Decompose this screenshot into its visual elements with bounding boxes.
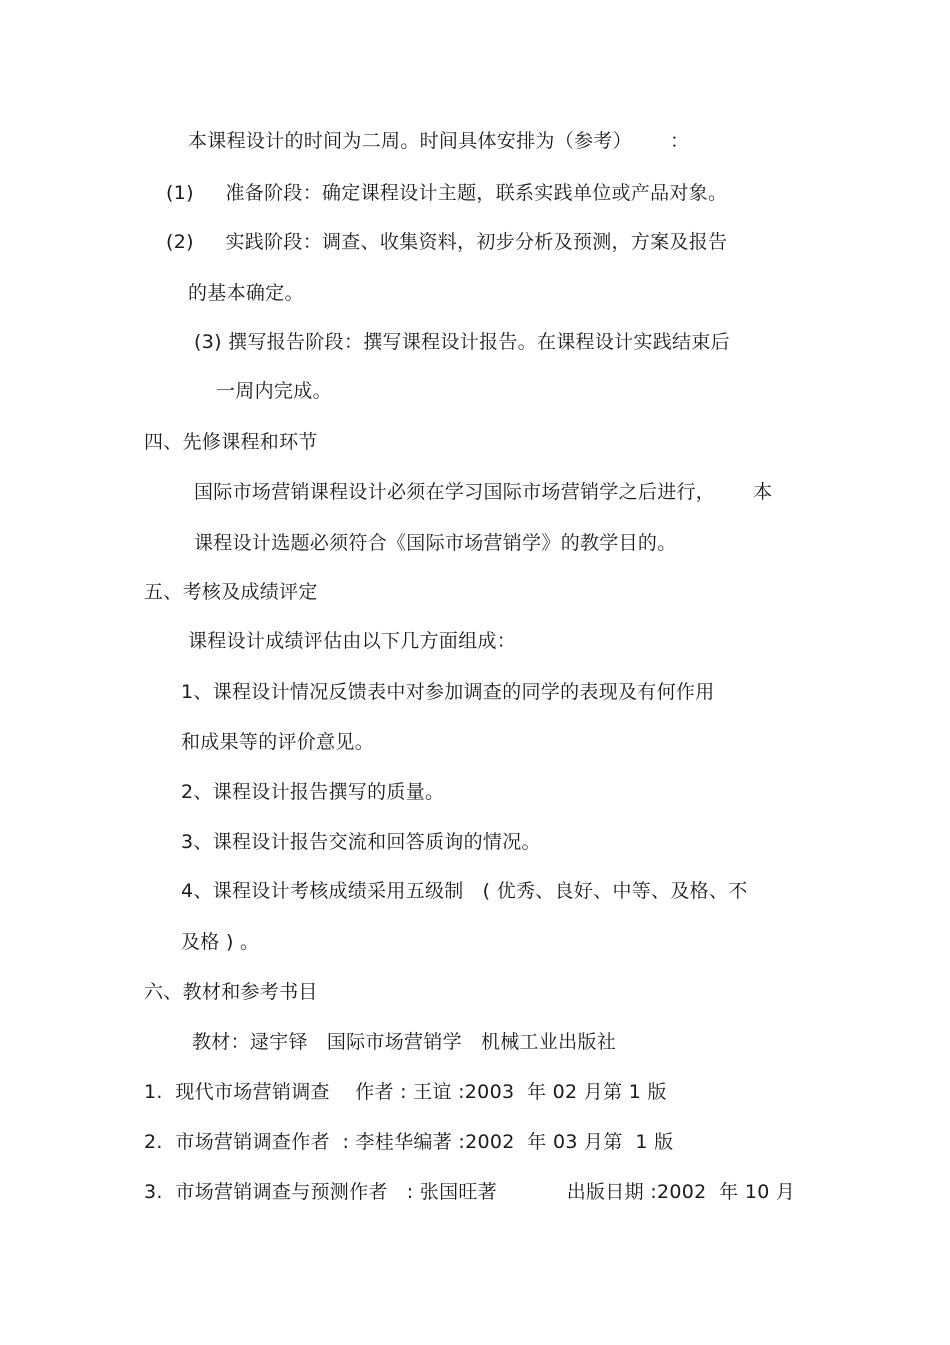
- textbook-entry: 教材：逯宇铎 国际市场营销学 机械工业出版社: [192, 1031, 617, 1053]
- schedule-item-2: (2) 实践阶段：调查、收集资料，初步分析及预测，方案及报告: [166, 231, 728, 253]
- reference-3: 3. 市场营销调查与预测作者 : 张国旺著 出版日期 :2002 年 10 月: [144, 1181, 796, 1203]
- section-heading-assessment: 五、考核及成绩评定: [144, 581, 318, 603]
- assessment-item-4: 4、课程设计考核成绩采用五级制 ( 优秀、良好、中等、及格、不: [181, 880, 748, 902]
- schedule-item-2-cont: 的基本确定。: [188, 282, 304, 304]
- schedule-item-3: (3) 撰写报告阶段：撰写课程设计报告。在课程设计实践结束后: [194, 331, 730, 353]
- prerequisites-text-cont: 课程设计选题必须符合《国际市场营销学》的教学目的。: [194, 532, 677, 554]
- assessment-intro: 课程设计成绩评估由以下几方面组成：: [188, 630, 517, 652]
- assessment-item-1: 1、课程设计情况反馈表中对参加调查的同学的表现及有何作用: [181, 681, 715, 703]
- section-heading-prerequisites: 四、先修课程和环节: [144, 431, 318, 453]
- reference-1: 1. 现代市场营销调查 作者 : 王谊 :2003 年 02 月第 1 版: [144, 1081, 667, 1103]
- assessment-item-2: 2、课程设计报告撰写的质量。: [181, 781, 445, 803]
- schedule-intro: 本课程设计的时间为二周。时间具体安排为（参考） ：: [188, 130, 690, 152]
- schedule-item-1: (1) 准备阶段：确定课程设计主题，联系实践单位或产品对象。: [166, 182, 728, 204]
- schedule-item-3-cont: 一周内完成。: [216, 380, 332, 402]
- reference-2: 2. 市场营销调查作者 : 李桂华编著 :2002 年 03 月第 1 版: [144, 1131, 674, 1153]
- prerequisites-text: 国际市场营销课程设计必须在学习国际市场营销学之后进行， 本: [194, 481, 773, 503]
- assessment-item-1-cont: 和成果等的评价意见。: [181, 731, 375, 753]
- assessment-item-4-cont: 及格 ) 。: [181, 931, 260, 953]
- assessment-item-3: 3、课程设计报告交流和回答质询的情况。: [181, 831, 541, 853]
- section-heading-textbooks: 六、教材和参考书目: [144, 981, 318, 1003]
